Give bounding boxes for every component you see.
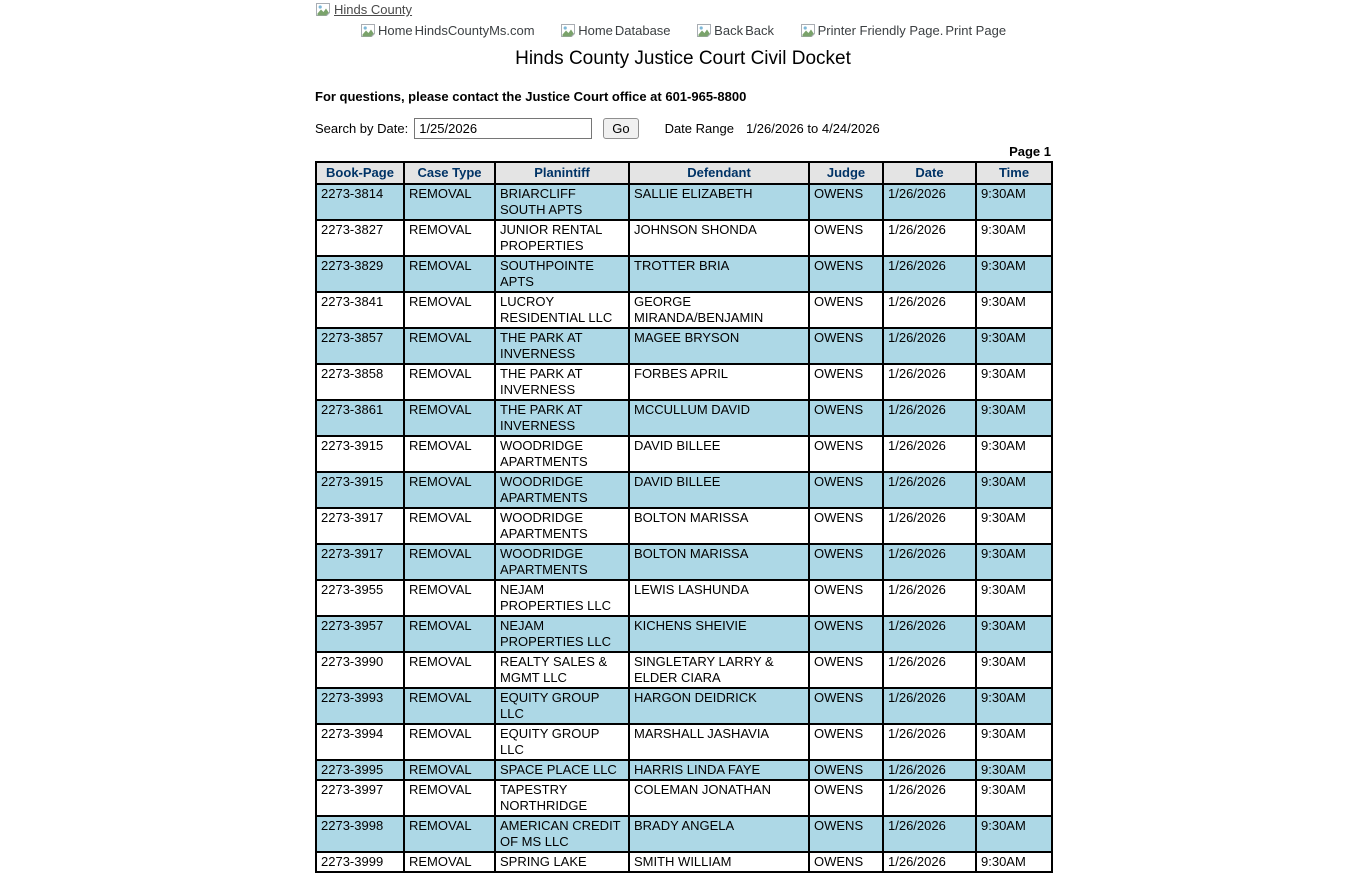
cell-date: 1/26/2026	[883, 780, 976, 816]
table-row	[316, 580, 1052, 616]
table-row	[316, 328, 1052, 364]
cell-time: 9:30AM	[976, 688, 1052, 724]
cell-date: 1/26/2026	[883, 688, 976, 724]
nav-icon-alt: Home	[578, 23, 613, 38]
cell-case-type: REMOVAL	[404, 256, 495, 292]
cell-case-type: REMOVAL	[404, 852, 495, 872]
cell-book-page: 2273-3814	[316, 184, 404, 220]
cell-date: 1/26/2026	[883, 580, 976, 616]
nav-icon-alt: Home	[377, 23, 413, 38]
cell-date: 1/26/2026	[883, 816, 976, 852]
nav-link-database[interactable]	[560, 23, 670, 38]
nav-link-hindscountyms[interactable]	[360, 23, 535, 38]
cell-defendant: SINGLETARY LARRY & ELDER CIARA	[629, 652, 809, 688]
cell-book-page: 2273-3917	[316, 508, 404, 544]
cell-plaintiff: EQUITY GROUP LLC	[495, 724, 629, 760]
cell-time: 9:30AM	[976, 220, 1052, 256]
cell-plaintiff: AMERICAN CREDIT OF MS LLC	[495, 816, 629, 852]
cell-case-type: REMOVAL	[404, 760, 495, 780]
cell-date: 1/26/2026	[883, 652, 976, 688]
cell-plaintiff: SOUTHPOINTE APTS	[495, 256, 629, 292]
cell-plaintiff: WOODRIDGE APARTMENTS	[495, 508, 629, 544]
cell-case-type: REMOVAL	[404, 616, 495, 652]
page-title: Hinds County Justice Court Civil Docket	[515, 48, 851, 69]
cell-book-page: 2273-3857	[316, 328, 404, 364]
cell-book-page: 2273-3955	[316, 580, 404, 616]
table-row	[316, 760, 1052, 780]
column-header-case-type: Case Type	[404, 162, 495, 184]
cell-judge: OWENS	[809, 780, 883, 816]
cell-defendant: BOLTON MARISSA	[629, 544, 809, 580]
cell-defendant: GEORGE MIRANDA/BENJAMIN	[629, 292, 809, 328]
cell-book-page: 2273-3858	[316, 364, 404, 400]
nav-link-label: HindsCountyMs.com	[414, 23, 535, 38]
cell-book-page: 2273-3827	[316, 220, 404, 256]
cell-time: 9:30AM	[976, 580, 1052, 616]
cell-date: 1/26/2026	[883, 220, 976, 256]
cell-case-type: REMOVAL	[404, 580, 495, 616]
cell-judge: OWENS	[809, 400, 883, 436]
cell-judge: OWENS	[809, 472, 883, 508]
cell-plaintiff: LUCROY RESIDENTIAL LLC	[495, 292, 629, 328]
cell-case-type: REMOVAL	[404, 328, 495, 364]
table-row	[316, 436, 1052, 472]
cell-plaintiff: NEJAM PROPERTIES LLC	[495, 580, 629, 616]
cell-case-type: REMOVAL	[404, 292, 495, 328]
cell-book-page: 2273-3995	[316, 760, 404, 780]
cell-plaintiff: BRIARCLIFF SOUTH APTS	[495, 184, 629, 220]
table-row	[316, 400, 1052, 436]
docket-table	[315, 161, 1053, 873]
cell-defendant: KICHENS SHEIVIE	[629, 616, 809, 652]
cell-date: 1/26/2026	[883, 400, 976, 436]
go-button[interactable]: Go	[603, 118, 638, 139]
cell-book-page: 2273-3998	[316, 816, 404, 852]
cell-defendant: FORBES APRIL	[629, 364, 809, 400]
table-row	[316, 780, 1052, 816]
cell-judge: OWENS	[809, 508, 883, 544]
cell-case-type: REMOVAL	[404, 364, 495, 400]
cell-defendant: LEWIS LASHUNDA	[629, 580, 809, 616]
cell-date: 1/26/2026	[883, 724, 976, 760]
column-header-judge: Judge	[809, 162, 883, 184]
nav-link-label: Print Page	[945, 23, 1007, 38]
cell-judge: OWENS	[809, 760, 883, 780]
cell-defendant: BRADY ANGELA	[629, 816, 809, 852]
table-row	[316, 472, 1052, 508]
table-row	[316, 220, 1052, 256]
nav-link-label: Database	[614, 23, 671, 38]
table-row	[316, 688, 1052, 724]
cell-case-type: REMOVAL	[404, 780, 495, 816]
cell-time: 9:30AM	[976, 816, 1052, 852]
cell-case-type: REMOVAL	[404, 472, 495, 508]
cell-book-page: 2273-3997	[316, 780, 404, 816]
table-row	[316, 724, 1052, 760]
column-header-book-page: Book-Page	[316, 162, 404, 184]
table-row	[316, 816, 1052, 852]
cell-defendant: MCCULLUM DAVID	[629, 400, 809, 436]
cell-plaintiff: NEJAM PROPERTIES LLC	[495, 616, 629, 652]
cell-time: 9:30AM	[976, 292, 1052, 328]
cell-defendant: HARGON DEIDRICK	[629, 688, 809, 724]
cell-plaintiff: SPRING LAKE	[495, 852, 629, 872]
table-row	[316, 544, 1052, 580]
page-content	[315, 0, 1051, 873]
cell-judge: OWENS	[809, 688, 883, 724]
table-row	[316, 616, 1052, 652]
cell-judge: OWENS	[809, 220, 883, 256]
cell-case-type: REMOVAL	[404, 184, 495, 220]
cell-plaintiff: THE PARK AT INVERNESS	[495, 328, 629, 364]
date-range-value: 1/26/2026 to 4/24/2026	[745, 120, 880, 136]
cell-judge: OWENS	[809, 544, 883, 580]
cell-book-page: 2273-3861	[316, 400, 404, 436]
cell-judge: OWENS	[809, 816, 883, 852]
search-form	[315, 117, 1051, 139]
cell-time: 9:30AM	[976, 544, 1052, 580]
cell-defendant: TROTTER BRIA	[629, 256, 809, 292]
cell-case-type: REMOVAL	[404, 688, 495, 724]
cell-judge: OWENS	[809, 724, 883, 760]
cell-plaintiff: SPACE PLACE LLC	[495, 760, 629, 780]
cell-time: 9:30AM	[976, 760, 1052, 780]
cell-date: 1/26/2026	[883, 364, 976, 400]
table-row	[316, 852, 1052, 872]
contact-info: For questions, please contact the Justice Court office at 601-965-8800	[315, 89, 747, 104]
cell-time: 9:30AM	[976, 256, 1052, 292]
cell-book-page: 2273-3917	[316, 544, 404, 580]
cell-defendant: MARSHALL JASHAVIA	[629, 724, 809, 760]
column-header-time: Time	[976, 162, 1052, 184]
home-icon	[560, 23, 576, 38]
cell-plaintiff: EQUITY GROUP LLC	[495, 688, 629, 724]
cell-defendant: DAVID BILLEE	[629, 436, 809, 472]
nav-link-back[interactable]	[696, 23, 774, 38]
cell-plaintiff: REALTY SALES & MGMT LLC	[495, 652, 629, 688]
cell-plaintiff: WOODRIDGE APARTMENTS	[495, 436, 629, 472]
table-row	[316, 364, 1052, 400]
cell-date: 1/26/2026	[883, 256, 976, 292]
cell-date: 1/26/2026	[883, 852, 976, 872]
cell-case-type: REMOVAL	[404, 816, 495, 852]
back-icon	[696, 23, 712, 38]
nav-icon-alt: Printer Friendly Page.	[817, 23, 944, 38]
cell-case-type: REMOVAL	[404, 724, 495, 760]
cell-time: 9:30AM	[976, 780, 1052, 816]
cell-judge: OWENS	[809, 436, 883, 472]
column-header-defendant: Defendant	[629, 162, 809, 184]
cell-book-page: 2273-3841	[316, 292, 404, 328]
cell-defendant: COLEMAN JONATHAN	[629, 780, 809, 816]
table-row	[316, 184, 1052, 220]
cell-defendant: DAVID BILLEE	[629, 472, 809, 508]
cell-book-page: 2273-3915	[316, 472, 404, 508]
cell-date: 1/26/2026	[883, 616, 976, 652]
cell-case-type: REMOVAL	[404, 508, 495, 544]
cell-plaintiff: TAPESTRY NORTHRIDGE	[495, 780, 629, 816]
home-icon	[360, 23, 376, 38]
cell-case-type: REMOVAL	[404, 400, 495, 436]
table-header-row	[316, 162, 1052, 184]
broken-image-icon	[315, 2, 331, 17]
cell-time: 9:30AM	[976, 400, 1052, 436]
cell-time: 9:30AM	[976, 652, 1052, 688]
cell-case-type: REMOVAL	[404, 220, 495, 256]
cell-judge: OWENS	[809, 580, 883, 616]
cell-case-type: REMOVAL	[404, 436, 495, 472]
page-number: Page 1	[1009, 144, 1051, 159]
cell-time: 9:30AM	[976, 616, 1052, 652]
table-row	[316, 652, 1052, 688]
cell-book-page: 2273-3957	[316, 616, 404, 652]
cell-judge: OWENS	[809, 256, 883, 292]
cell-date: 1/26/2026	[883, 328, 976, 364]
table-row	[316, 256, 1052, 292]
cell-date: 1/26/2026	[883, 544, 976, 580]
cell-date: 1/26/2026	[883, 472, 976, 508]
cell-judge: OWENS	[809, 328, 883, 364]
column-header-plaintiff: Planintiff	[495, 162, 629, 184]
cell-defendant: HARRIS LINDA FAYE	[629, 760, 809, 780]
table-row	[316, 292, 1052, 328]
logo-link-label: Hinds County	[334, 2, 413, 17]
cell-plaintiff: WOODRIDGE APARTMENTS	[495, 544, 629, 580]
cell-judge: OWENS	[809, 616, 883, 652]
cell-date: 1/26/2026	[883, 436, 976, 472]
cell-judge: OWENS	[809, 852, 883, 872]
cell-time: 9:30AM	[976, 328, 1052, 364]
printer-icon	[800, 23, 816, 38]
cell-date: 1/26/2026	[883, 508, 976, 544]
cell-defendant: SMITH WILLIAM	[629, 852, 809, 872]
cell-time: 9:30AM	[976, 508, 1052, 544]
cell-date: 1/26/2026	[883, 292, 976, 328]
cell-judge: OWENS	[809, 292, 883, 328]
table-row	[316, 508, 1052, 544]
cell-book-page: 2273-3993	[316, 688, 404, 724]
cell-plaintiff: THE PARK AT INVERNESS	[495, 364, 629, 400]
cell-plaintiff: THE PARK AT INVERNESS	[495, 400, 629, 436]
hinds-county-home-link[interactable]	[315, 2, 412, 17]
cell-judge: OWENS	[809, 184, 883, 220]
cell-time: 9:30AM	[976, 852, 1052, 872]
logo-row	[315, 2, 1051, 20]
cell-book-page: 2273-3999	[316, 852, 404, 872]
cell-book-page: 2273-3915	[316, 436, 404, 472]
cell-plaintiff: WOODRIDGE APARTMENTS	[495, 472, 629, 508]
date-range-label: Date Range	[664, 120, 734, 136]
nav-link-print-page[interactable]	[800, 23, 1006, 38]
cell-time: 9:30AM	[976, 184, 1052, 220]
cell-book-page: 2273-3994	[316, 724, 404, 760]
cell-time: 9:30AM	[976, 364, 1052, 400]
nav-icon-alt: Back	[714, 23, 744, 38]
cell-date: 1/26/2026	[883, 184, 976, 220]
cell-time: 9:30AM	[976, 472, 1052, 508]
column-header-date: Date	[883, 162, 976, 184]
cell-judge: OWENS	[809, 364, 883, 400]
search-date-input[interactable]	[414, 118, 592, 139]
cell-time: 9:30AM	[976, 436, 1052, 472]
nav-link-label: Back	[745, 23, 774, 38]
cell-judge: OWENS	[809, 652, 883, 688]
nav-bar	[315, 23, 1051, 41]
cell-defendant: JOHNSON SHONDA	[629, 220, 809, 256]
cell-defendant: BOLTON MARISSA	[629, 508, 809, 544]
cell-defendant: SALLIE ELIZABETH	[629, 184, 809, 220]
cell-book-page: 2273-3829	[316, 256, 404, 292]
cell-book-page: 2273-3990	[316, 652, 404, 688]
search-by-date-label: Search by Date:	[315, 120, 409, 136]
cell-case-type: REMOVAL	[404, 652, 495, 688]
cell-defendant: MAGEE BRYSON	[629, 328, 809, 364]
cell-case-type: REMOVAL	[404, 544, 495, 580]
cell-date: 1/26/2026	[883, 760, 976, 780]
cell-time: 9:30AM	[976, 724, 1052, 760]
cell-plaintiff: JUNIOR RENTAL PROPERTIES	[495, 220, 629, 256]
